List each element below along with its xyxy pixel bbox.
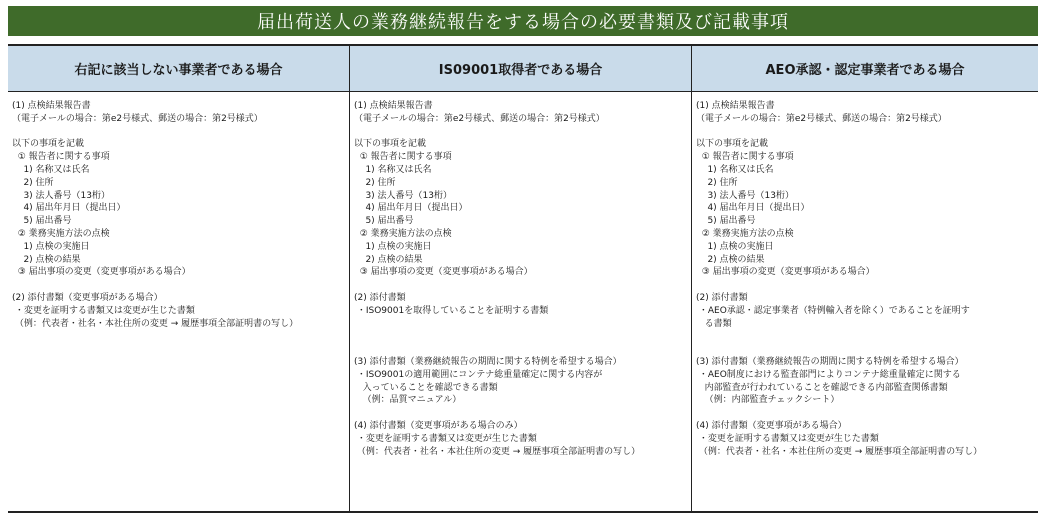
text-line: (3) 添付書類（業務継続報告の期間に関する特例を希望する場合） xyxy=(696,356,964,367)
text-line: 2) 住所 xyxy=(354,177,396,188)
block-spacer xyxy=(354,126,687,139)
text-line xyxy=(354,330,687,343)
text-line: ・AEO承認・認定事業者（特例輸入者を除く）であることを証明す xyxy=(696,305,970,316)
text-line: （例：代表者・社名・本社住所の変更 → 履歴事項全部証明書の写し） xyxy=(354,446,641,457)
block-spacer xyxy=(354,407,687,420)
text-line: ③ 届出事項の変更（変更事項がある場合） xyxy=(12,267,191,278)
text-line: 5) 届出番号 xyxy=(696,216,756,227)
text-line: 3) 法人番号（13桁） xyxy=(12,190,110,201)
text-line: ① 報告者に関する事項 xyxy=(354,152,452,163)
text-line: (1) 点検結果報告書 xyxy=(354,101,433,111)
text-line: ・変更を証明する書類又は変更が生じた書類 xyxy=(696,433,879,444)
block-spacer xyxy=(354,343,687,356)
block-spacer xyxy=(696,126,1034,139)
column-header-iso9001: IS09001取得者である場合 xyxy=(350,46,692,92)
text-line: （例：内部監査チェックシート） xyxy=(696,395,840,406)
text-line: 2) 点検の結果 xyxy=(354,254,423,265)
text-line: ① 報告者に関する事項 xyxy=(696,152,794,163)
text-line: る書類 xyxy=(696,318,732,329)
text-line: (4) 添付書類（変更事項がある場合のみ） xyxy=(354,420,523,431)
block-spacer xyxy=(696,343,1034,356)
text-line: （電子メールの場合：第e2号様式、郵送の場合：第2号様式） xyxy=(12,113,263,124)
text-line: （電子メールの場合：第e2号様式、郵送の場合：第2号様式） xyxy=(354,113,605,124)
block-spacer xyxy=(12,279,345,292)
text-line: 入っていることを確認できる書類 xyxy=(354,382,498,393)
text-line: 5) 届出番号 xyxy=(354,216,414,227)
text-line: ③ 届出事項の変更（変更事項がある場合） xyxy=(696,267,875,278)
text-line: （例：代表者・社名・本社住所の変更 → 履歴事項全部証明書の写し） xyxy=(696,446,983,457)
text-line: 1) 点検の実施日 xyxy=(12,241,90,252)
text-line: (2) 添付書類 xyxy=(354,292,406,303)
text-line: ② 業務実施方法の点検 xyxy=(696,228,794,239)
requirements-table xyxy=(8,44,1038,513)
text-line: 5) 届出番号 xyxy=(12,216,72,227)
text-line xyxy=(354,318,687,331)
text-line: 2) 点検の結果 xyxy=(696,254,765,265)
text-line: 3) 法人番号（13桁） xyxy=(696,190,794,201)
column-body-general xyxy=(8,92,350,511)
page-title-banner: 届出荷送人の業務継続報告をする場合の必要書類及び記載事項 xyxy=(8,6,1038,36)
text-line: ③ 届出事項の変更（変更事項がある場合） xyxy=(354,267,533,278)
text-line: (3) 添付書類（業務継続報告の期間に関する特例を希望する場合） xyxy=(354,356,622,367)
text-line: ・変更を証明する書類又は変更が生じた書類 xyxy=(12,305,195,316)
text-line: ・変更を証明する書類又は変更が生じた書類 xyxy=(354,433,537,444)
text-line xyxy=(696,330,1034,343)
text-line: 4) 届出年月日（提出日） xyxy=(696,203,810,214)
text-line: 1) 名称又は氏名 xyxy=(12,164,90,175)
text-line: 以下の事項を記載 xyxy=(12,139,85,150)
text-line: 内部監査が行われていることを確認できる内部監査関係書類 xyxy=(696,382,948,393)
text-line: 以下の事項を記載 xyxy=(696,139,769,150)
text-line: 以下の事項を記載 xyxy=(354,139,427,150)
text-line: ・ISO9001を取得していることを証明する書類 xyxy=(354,305,549,316)
text-line: 4) 届出年月日（提出日） xyxy=(12,203,126,214)
block-spacer xyxy=(354,279,687,292)
column-header-aeo: AEO承認・認定事業者である場合 xyxy=(692,46,1038,92)
text-line: 1) 点検の実施日 xyxy=(354,241,432,252)
text-line: ・AEO制度における監査部門によりコンテナ総重量確定に関する xyxy=(696,369,961,380)
column-body-aeo xyxy=(692,92,1038,511)
text-line: （例：代表者・社名・本社住所の変更 → 履歴事項全部証明書の写し） xyxy=(12,318,299,329)
block-spacer xyxy=(12,126,345,139)
text-line: 2) 点検の結果 xyxy=(12,254,81,265)
text-line: ② 業務実施方法の点検 xyxy=(354,228,452,239)
text-line: 1) 名称又は氏名 xyxy=(696,164,774,175)
text-line: 4) 届出年月日（提出日） xyxy=(354,203,468,214)
text-line: 2) 住所 xyxy=(12,177,54,188)
block-spacer xyxy=(696,279,1034,292)
text-line: (1) 点検結果報告書 xyxy=(12,101,91,111)
text-line: 1) 点検の実施日 xyxy=(696,241,774,252)
column-body-iso9001 xyxy=(350,92,692,511)
text-line: 3) 法人番号（13桁） xyxy=(354,190,452,201)
text-line: ・ISO9001の適用範囲にコンテナ総重量確定に関する内容が xyxy=(354,369,603,380)
text-line: (2) 添付書類 xyxy=(696,292,748,303)
text-line: (2) 添付書類（変更事項がある場合） xyxy=(12,292,163,303)
text-line: （例：品質マニュアル） xyxy=(354,395,462,406)
text-line: ① 報告者に関する事項 xyxy=(12,152,110,163)
text-line: (1) 点検結果報告書 xyxy=(696,101,775,111)
text-line: （電子メールの場合：第e2号様式、郵送の場合：第2号様式） xyxy=(696,113,947,124)
column-header-general: 右記に該当しない事業者である場合 xyxy=(8,46,350,92)
text-line: 2) 住所 xyxy=(696,177,738,188)
block-spacer xyxy=(696,407,1034,420)
text-line: (4) 添付書類（変更事項がある場合） xyxy=(696,420,847,431)
text-line: ② 業務実施方法の点検 xyxy=(12,228,110,239)
text-line: 1) 名称又は氏名 xyxy=(354,164,432,175)
